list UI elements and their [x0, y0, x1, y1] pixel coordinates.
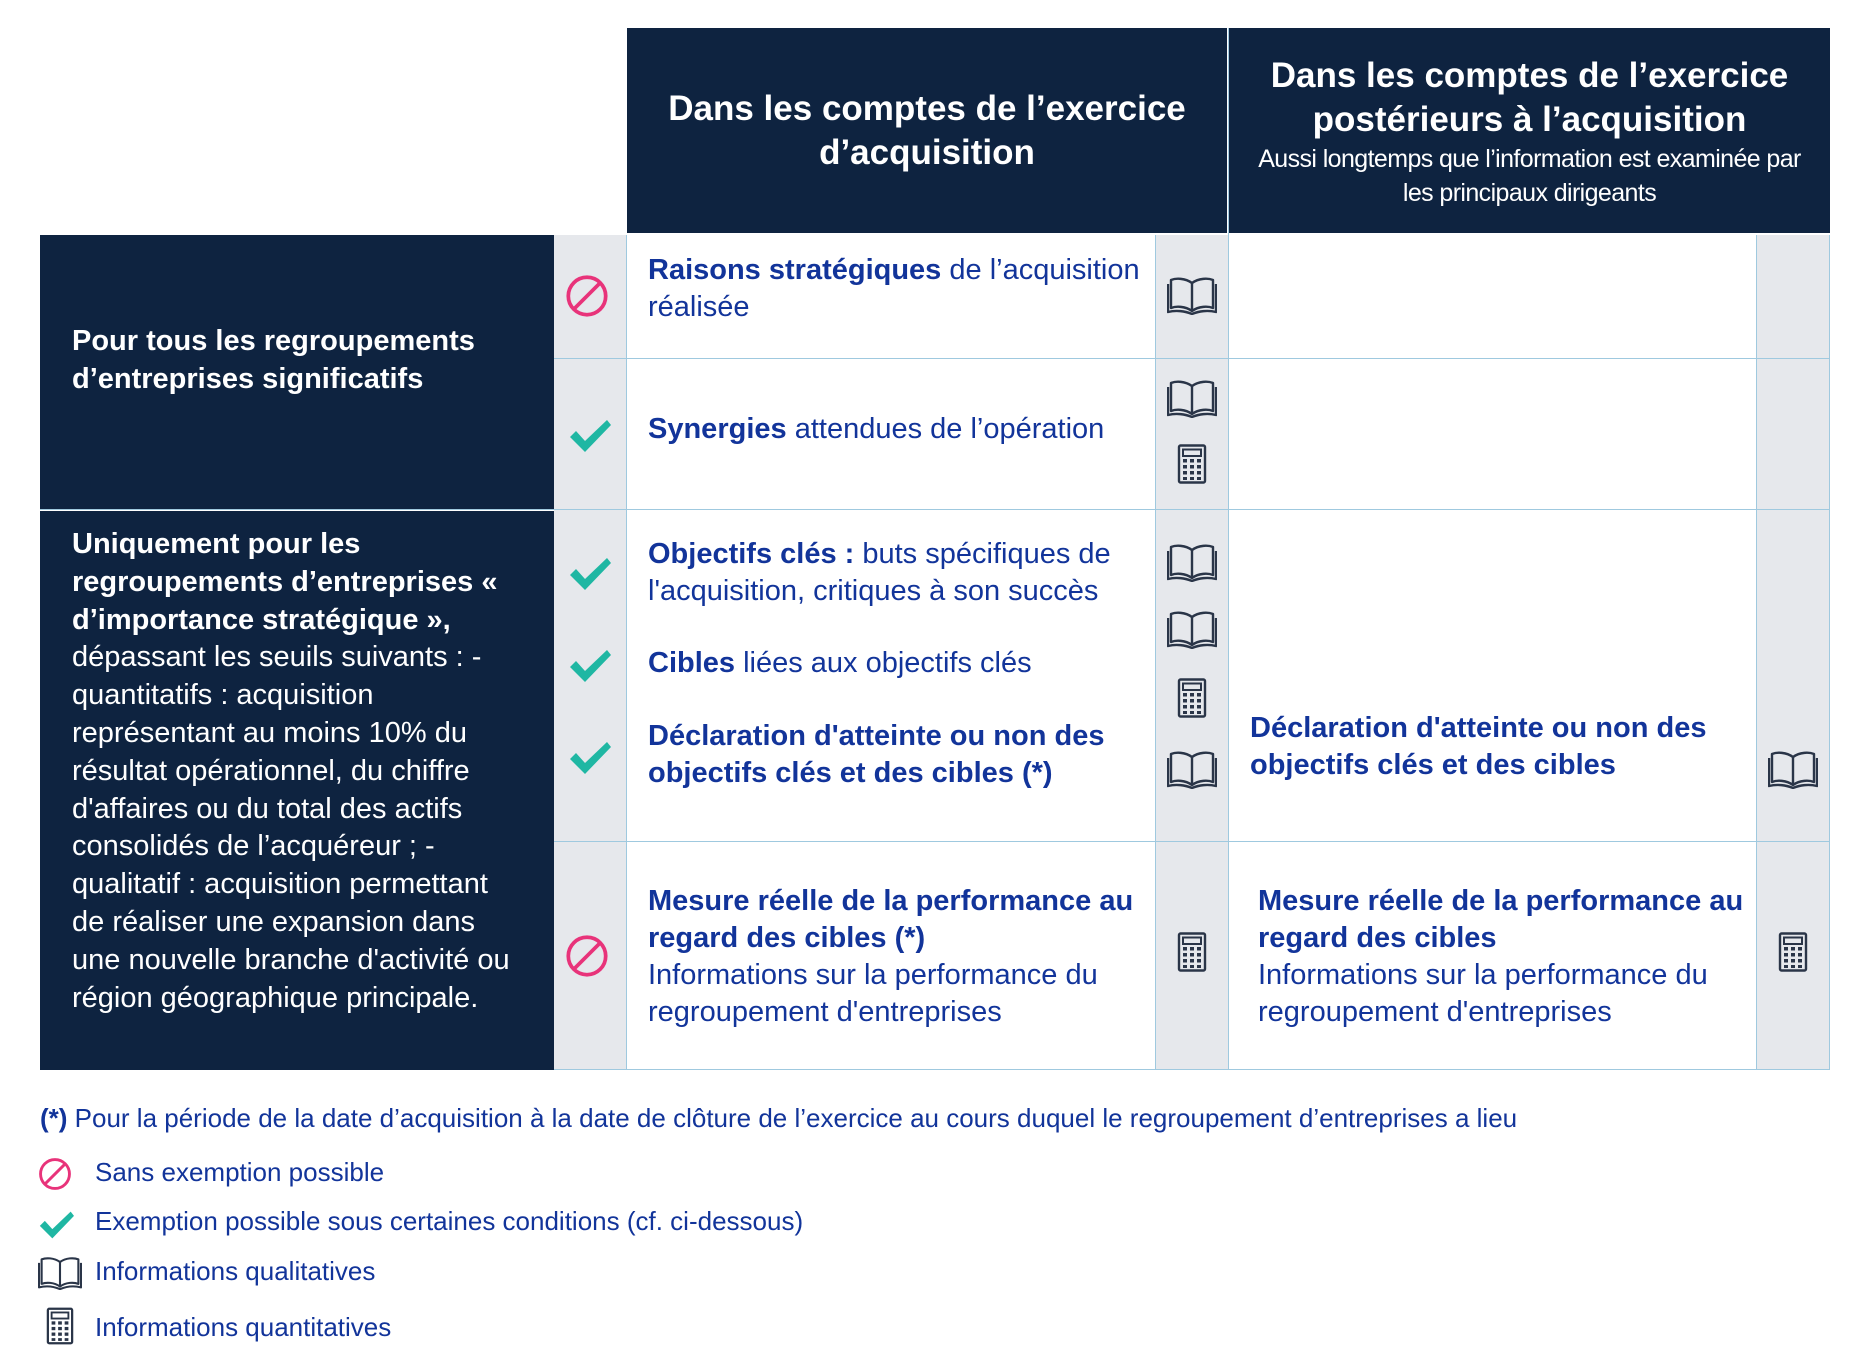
grid-line	[554, 1069, 1830, 1070]
objectifs-cles-text	[648, 536, 1148, 610]
mesure-col2-text	[1258, 883, 1753, 1031]
legend-label: Informations qualitatives	[95, 1256, 376, 1286]
row-header-strategic-rest: dépassant les seuils suivants : - quantitatifs : acquisition représentant au moins 10% du résultat opérationnel, du chiffre d'affaires ou du total des actifs consolidés de l’acquéreur ; - qualitatif : acquisition permettant de réaliser une expansion dans une nouvelle branche d'activité ou région géographique principale.	[72, 641, 510, 1014]
grid-line	[1228, 28, 1229, 1070]
calculator-icon	[46, 1307, 74, 1345]
calculator-icon	[1177, 444, 1207, 484]
header-col2-subtitle: Aussi longtemps que l’information est examinée par les principaux dirigeants	[1258, 145, 1801, 207]
raisons-rest: de l’acquisition réalisée	[648, 254, 1140, 323]
declaration-col2-text: Déclaration d'atteinte ou non des objectifs clés et des cibles	[1250, 712, 1707, 781]
grid-line	[554, 841, 1830, 842]
no-entry-icon	[565, 274, 609, 318]
row-header-significant	[40, 235, 554, 509]
book-icon	[1167, 749, 1217, 789]
grid-line	[626, 235, 627, 1070]
checkmark-icon	[38, 1210, 75, 1240]
mesure-col1-text	[648, 883, 1148, 1031]
book-icon	[1167, 378, 1217, 418]
book-icon	[1167, 542, 1217, 582]
grid-line	[1829, 235, 1830, 1070]
legend-label: Informations quantitatives	[95, 1312, 392, 1342]
cibles-bold: Cibles	[648, 647, 736, 679]
raisons-bold: Raisons stratégiques	[648, 254, 942, 286]
mesure-col2-bold: Mesure réelle de la performance au regard des cibles	[1258, 885, 1744, 954]
grid-line	[1155, 235, 1156, 1070]
grid-line	[1756, 235, 1757, 1070]
header-col2	[1229, 28, 1830, 233]
calculator-icon	[1177, 678, 1207, 718]
row-header-significant-label: Pour tous les regroupements d’entreprises significatifs	[72, 324, 475, 395]
mesure-col2-rest: Informations sur la performance du regroupement d'entreprises	[1258, 959, 1708, 1028]
declaration-col1-text: Déclaration d'atteinte ou non des objectifs clés et des cibles (*)	[648, 720, 1105, 789]
no-entry-icon	[38, 1157, 72, 1191]
header-col1-title: Dans les comptes de l’exercice d’acquisition	[668, 88, 1186, 172]
grid-line	[554, 358, 1830, 359]
footnote-text: Pour la période de la date d’acquisition à la date de clôture de l’exercice au cours duquel le regroupement d’entreprises a lieu	[67, 1103, 1518, 1133]
header-col1	[627, 28, 1227, 233]
objectifs-rest: buts spécifiques de l'acquisition, critiques à son succès	[648, 538, 1111, 607]
synergies-text	[648, 411, 1148, 448]
cibles-text	[648, 645, 1148, 682]
row-header-strategic-bold: Uniquement pour les regroupements d’entreprises « d’importance stratégique »,	[72, 528, 498, 636]
book-icon	[1768, 749, 1818, 789]
objectifs-bold: Objectifs clés :	[648, 538, 855, 570]
checkmark-icon	[568, 418, 612, 454]
book-icon	[1167, 275, 1217, 315]
mesure-col1-rest: Informations sur la performance du regroupement d'entreprises	[648, 959, 1098, 1028]
row-header-strategic-text	[72, 526, 526, 1017]
no-entry-icon	[565, 934, 609, 978]
footnote	[40, 1103, 1517, 1134]
row-header-strategic	[40, 511, 554, 1070]
legend-label: Sans exemption possible	[95, 1157, 385, 1187]
checkmark-icon	[568, 556, 612, 592]
book-icon	[1167, 609, 1217, 649]
grid-line	[40, 509, 1830, 510]
legend-label: Exemption possible sous certaines conditions (cf. ci-dessous)	[95, 1206, 804, 1236]
synergies-rest: attendues de l’opération	[786, 413, 1105, 445]
calculator-icon	[1778, 932, 1808, 972]
book-icon	[38, 1255, 82, 1290]
synergies-bold: Synergies	[648, 413, 787, 445]
raisons-strategiques-text	[648, 252, 1148, 326]
mesure-col1-bold: Mesure réelle de la performance au regard des cibles (*)	[648, 885, 1134, 954]
footnote-marker: (*)	[40, 1103, 68, 1133]
checkmark-icon	[568, 740, 612, 776]
calculator-icon	[1177, 932, 1207, 972]
checkmark-icon	[568, 648, 612, 684]
cibles-rest: liées aux objectifs clés	[735, 647, 1032, 679]
header-col2-title: Dans les comptes de l’exercice postérieurs à l’acquisition	[1270, 56, 1789, 139]
